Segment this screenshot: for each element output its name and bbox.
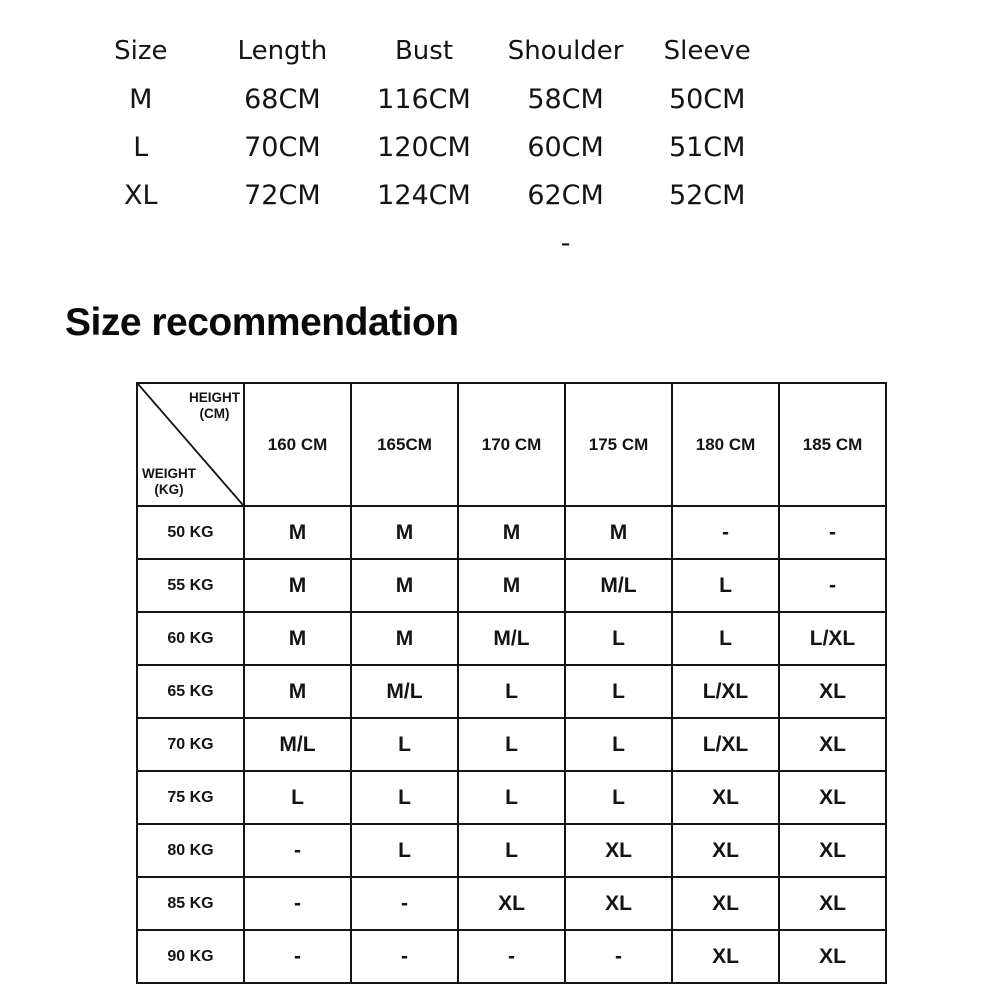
size-cell: XL (779, 824, 886, 877)
size-cell: - (244, 877, 351, 930)
size-cell: XL (565, 824, 672, 877)
measure-cell: 58CM (527, 83, 604, 115)
table-row (137, 718, 886, 771)
height-axis-label: HEIGHT (CM) (188, 390, 240, 422)
size-cell: L (672, 559, 779, 612)
size-cell: L (458, 665, 565, 718)
size-cell: M/L (244, 718, 351, 771)
weight-axis-label: WEIGHT (KG) (142, 465, 196, 497)
table-row (137, 930, 886, 983)
measure-col-header-sleeve: Sleeve (663, 36, 751, 66)
size-cell: XL (779, 771, 886, 824)
size-cell: M/L (565, 559, 672, 612)
size-cell: XL (672, 824, 779, 877)
size-cell: M (458, 559, 565, 612)
size-cell: L (351, 718, 458, 771)
size-cell: XL (565, 877, 672, 930)
section-title: Size recommendation (65, 301, 459, 344)
measure-cell: 62CM (527, 179, 604, 211)
measure-dash: - (560, 227, 571, 259)
measure-cell: 116CM (377, 83, 471, 115)
table-row (137, 506, 886, 559)
size-cell: - (244, 930, 351, 983)
size-cell: L (672, 612, 779, 665)
size-cell: - (244, 824, 351, 877)
size-cell: L (565, 718, 672, 771)
size-cell: XL (672, 771, 779, 824)
height-col-header: 175 CM (565, 383, 672, 506)
size-cell: L (351, 824, 458, 877)
size-cell: L/XL (672, 718, 779, 771)
measurement-table (70, 27, 778, 267)
weight-row-label: 70 KG (137, 718, 244, 771)
size-cell: M (458, 506, 565, 559)
table-row (137, 771, 886, 824)
weight-row-label: 75 KG (137, 771, 244, 824)
size-cell: - (565, 930, 672, 983)
size-cell: XL (779, 877, 886, 930)
measure-cell: 52CM (668, 179, 746, 211)
weight-row-label: 65 KG (137, 665, 244, 718)
height-col-header: 165CM (351, 383, 458, 506)
measure-cell (636, 219, 778, 267)
height-col-header: 185 CM (779, 383, 886, 506)
size-cell: L (565, 665, 672, 718)
size-cell: M (351, 559, 458, 612)
table-row (137, 612, 886, 665)
size-cell: - (351, 877, 458, 930)
table-row (137, 559, 886, 612)
size-cell: L (458, 771, 565, 824)
measure-col-header-size: Size (114, 36, 168, 66)
measure-cell: 72CM (244, 179, 321, 211)
corner-cell (137, 383, 244, 506)
size-cell: M (244, 506, 351, 559)
size-cell: L (244, 771, 351, 824)
weight-row-label: 60 KG (137, 612, 244, 665)
size-cell: XL (458, 877, 565, 930)
table-row (137, 665, 886, 718)
size-cell: L (458, 824, 565, 877)
size-cell: M (351, 612, 458, 665)
size-cell: M (244, 559, 351, 612)
size-cell: - (779, 506, 886, 559)
size-cell: M (244, 665, 351, 718)
size-cell: L (565, 771, 672, 824)
size-cell: XL (779, 718, 886, 771)
weight-row-label: 55 KG (137, 559, 244, 612)
table-row (137, 877, 886, 930)
measure-cell: 124CM (377, 179, 471, 211)
size-cell: XL (672, 930, 779, 983)
size-cell: - (779, 559, 886, 612)
height-col-header: 180 CM (672, 383, 779, 506)
size-cell: M (565, 506, 672, 559)
measure-cell (70, 219, 212, 267)
size-cell: - (458, 930, 565, 983)
weight-row-label: 85 KG (137, 877, 244, 930)
size-recommendation-table (136, 382, 887, 984)
weight-row-label: 90 KG (137, 930, 244, 983)
measure-cell (212, 219, 354, 267)
height-col-header: 170 CM (458, 383, 565, 506)
size-cell: L (351, 771, 458, 824)
size-cell: L/XL (672, 665, 779, 718)
weight-row-label: 80 KG (137, 824, 244, 877)
size-cell: M/L (351, 665, 458, 718)
measure-cell (353, 219, 495, 267)
size-cell: XL (779, 930, 886, 983)
size-cell: - (672, 506, 779, 559)
measure-col-header-length: Length (237, 36, 328, 66)
size-cell: M (244, 612, 351, 665)
measure-size-label: XL (124, 179, 158, 211)
size-cell: M (351, 506, 458, 559)
size-cell: XL (672, 877, 779, 930)
size-cell: L (458, 718, 565, 771)
size-cell: L/XL (779, 612, 886, 665)
size-cell: XL (779, 665, 886, 718)
size-cell: L (565, 612, 672, 665)
measure-cell: 50CM (668, 83, 746, 115)
weight-row-label: 50 KG (137, 506, 244, 559)
measure-cell: 70CM (244, 131, 321, 163)
size-cell: - (351, 930, 458, 983)
measure-size-label: L (133, 131, 149, 163)
measure-col-header-shoulder: Shoulder (507, 36, 624, 66)
table-row (137, 824, 886, 877)
measure-cell: 51CM (668, 131, 746, 163)
measure-size-label: M (129, 83, 153, 115)
size-cell: M/L (458, 612, 565, 665)
measure-cell: 120CM (377, 131, 471, 163)
measure-cell: 60CM (527, 131, 604, 163)
height-col-header: 160 CM (244, 383, 351, 506)
measure-col-header-bust: Bust (394, 36, 454, 66)
measure-cell: 68CM (244, 83, 321, 115)
